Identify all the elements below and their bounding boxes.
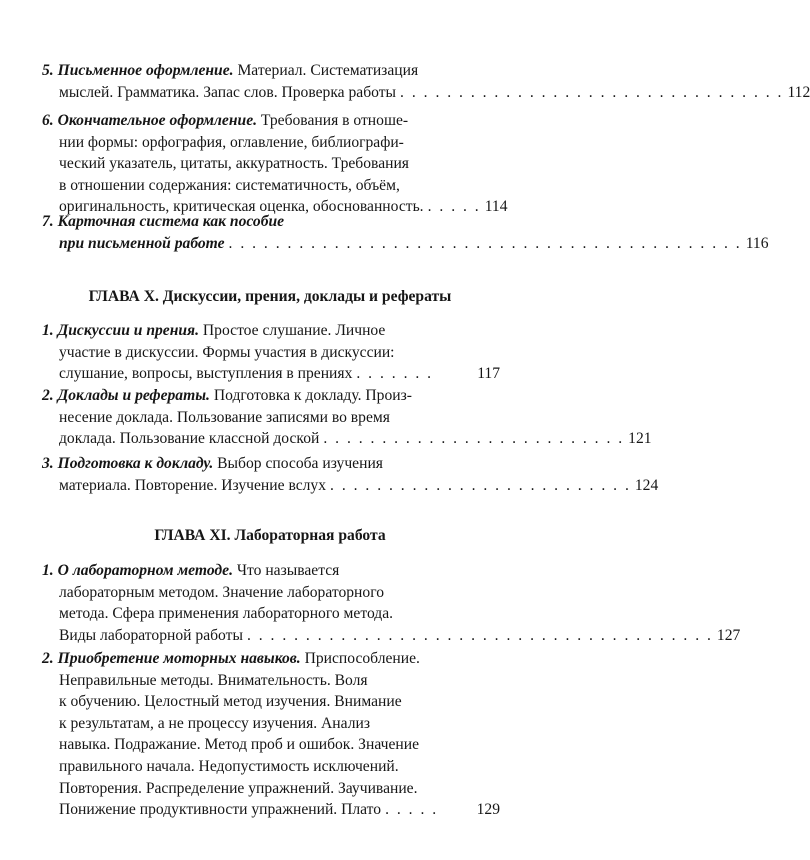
entry-text-line: в отношении содержания: систематичность, объём, [59, 176, 400, 194]
entry-number: 3. [42, 455, 54, 472]
entry-text-line: навыка. Подражание. Метод проб и ошибок. Значение [59, 736, 419, 754]
entry-text-line: Материал. Систематизация [237, 62, 419, 79]
entry-text-line: несение доклада. Пользование записями во время [59, 408, 390, 426]
toc-entry[interactable] [42, 453, 659, 496]
page-number: 114 [484, 198, 508, 216]
toc-entry[interactable] [42, 110, 508, 218]
entry-text-line: материала. Повторение. Изучение вслух [59, 476, 327, 494]
toc-entry[interactable] [42, 648, 500, 821]
entry-heading: Приобретение моторных навыков. [57, 650, 301, 667]
chapter-heading: ГЛАВА X. Дискуссии, прения, доклады и рефераты [88, 288, 452, 305]
entry-number: 2. [42, 387, 54, 404]
entry-text-line: Повторения. Распределение упражнений. Заучивание. [59, 779, 418, 797]
entry-number: 7. [42, 213, 54, 230]
dot-leader: . . . . . . . . . . . . . . . . . . . . . . . . . . . . . . . . . . . . . . . . . . . . [228, 234, 742, 252]
page-number: 127 [716, 626, 741, 644]
toc-entry[interactable] [42, 211, 769, 254]
page-number: 117 [477, 365, 500, 383]
entry-heading: Подготовка к докладу. [57, 455, 214, 472]
entry-text-line: ческий указатель, цитаты, аккуратность. Требования [59, 155, 409, 173]
dot-leader: . . . . . . . . . . . . . . . . . . . . . . . . . . [323, 430, 625, 448]
toc-entry[interactable] [42, 60, 810, 103]
entry-text-line: мыслей. Грамматика. Запас слов. Проверка работы [59, 83, 397, 101]
entry-text-line: Подготовка к докладу. Произ- [213, 387, 412, 404]
entry-heading: Дискуссии и прения. [57, 322, 199, 339]
entry-text-line: Выбор способа изучения [217, 455, 383, 472]
entry-text-line: метода. Сфера применения лабораторного метода. [59, 605, 394, 623]
entry-text-line: лабораторным методом. Значение лабораторного [59, 583, 385, 601]
dot-leader: . . . . . . . . . . . . . . . . . . . . . . . . . . [330, 476, 631, 494]
entry-number: 1. [42, 322, 54, 339]
entry-text-line: Приспособление. [304, 650, 420, 667]
entry-text-line: к результатам, а не процессу изучения. Анализ [59, 714, 370, 732]
entry-text-line: слушание, вопросы, выступления в прениях [59, 365, 353, 383]
entry-number: 1. [42, 562, 54, 579]
toc-entry[interactable] [42, 385, 652, 450]
entry-number: 5. [42, 62, 54, 79]
dot-leader: . . . . . [385, 801, 439, 819]
page-number: 116 [745, 234, 769, 252]
entry-text-line: Неправильные методы. Внимательность. Воля [59, 671, 368, 689]
entry-text-line: оригинальность, критическая оценка, обоснованность. [59, 198, 424, 216]
entry-heading: Письменное оформление. [57, 62, 234, 79]
dot-leader: . . . . . . . [356, 365, 434, 383]
entry-number: 2. [42, 650, 54, 667]
entry-heading: Окончательное оформление. [57, 112, 258, 129]
page-number: 129 [476, 801, 500, 819]
dot-leader: . . . . . . . . . . . . . . . . . . . . . . . . . . . . . . . . . . . . . . . . [246, 626, 713, 644]
chapter-heading: ГЛАВА XI. Лабораторная работа [154, 527, 386, 544]
entry-text-line: Простое слушание. Личное [202, 322, 386, 339]
entry-heading: О лабораторном методе. [57, 562, 233, 579]
entry-text-line: к обучению. Целостный метод изучения. Внимание [59, 693, 402, 711]
page-number: 121 [628, 430, 652, 448]
toc-entry[interactable] [42, 560, 741, 646]
entry-text-line: Что называется [236, 562, 340, 579]
entry-text-line: Понижение продуктивности упражнений. Плато [59, 801, 382, 819]
entry-text-line: Требования в отноше- [260, 112, 409, 129]
entry-heading: Доклады и рефераты. [57, 387, 210, 404]
dot-leader: . . . . . [427, 198, 481, 216]
entry-text-line: Виды лабораторной работы [59, 626, 243, 644]
entry-text-line: нии формы: орфография, оглавление, библиографи- [59, 133, 404, 151]
entry-heading: Карточная система как пособие [57, 213, 285, 230]
dot-leader: . . . . . . . . . . . . . . . . . . . . . . . . . . . . . . . . . [400, 83, 784, 101]
page-number: 112 [787, 83, 810, 101]
entry-text-line: участие в дискуссии. Формы участия в дискуссии: [59, 343, 395, 361]
toc-entry[interactable] [42, 320, 500, 385]
entry-heading-continued: при письменной работе [59, 234, 225, 252]
entry-number: 6. [42, 112, 54, 129]
page-number: 124 [634, 476, 659, 494]
entry-text-line: доклада. Пользование классной доской [59, 430, 320, 448]
entry-text-line: правильного начала. Недопустимость исключений. [59, 757, 399, 775]
